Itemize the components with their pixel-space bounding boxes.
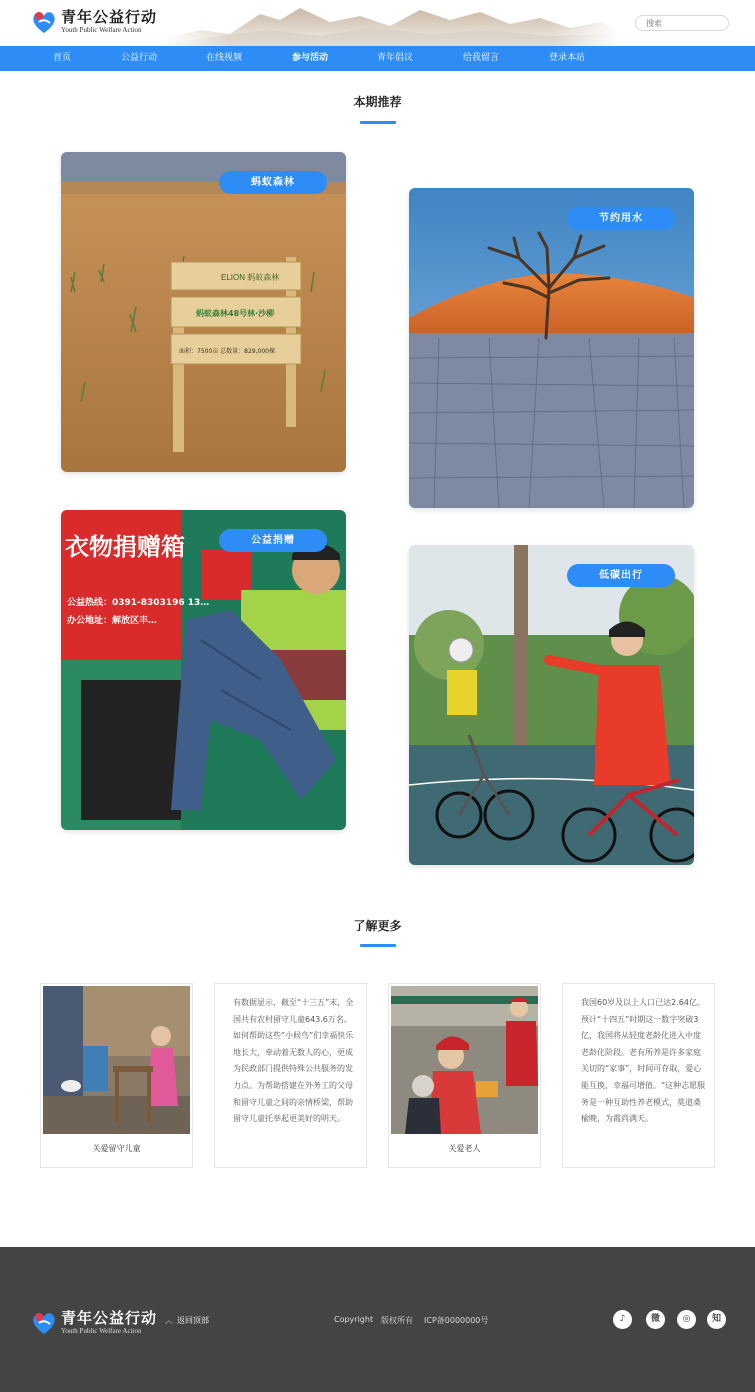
donation-banner-line-2: 办公地址：解放区丰… — [67, 616, 158, 626]
nav-youth-initiative[interactable]: 青年倡议 — [377, 53, 414, 63]
featured-card-ant-forest[interactable] — [61, 152, 346, 472]
tiktok-icon[interactable]: ♪ — [613, 1310, 632, 1329]
sign-line-3: 面积：7500亩 总数量：829,000棵 — [179, 348, 275, 355]
zhihu-icon[interactable]: 知 — [707, 1310, 726, 1329]
left-behind-children-photo — [43, 986, 190, 1134]
save-water-badge[interactable]: 节约用水 — [567, 207, 675, 230]
low-carbon-photo — [409, 545, 694, 865]
elderly-description: 我国60岁及以上人口已达2.64亿。预计“十四五”时期这一数字突破3亿，我国将从轻度老龄化进入中度老龄化阶段。老有所养是许多家庭关切的“家事”，时间可存取，爱心能互换，幸福可增值。“这种志愿服务是一种互助性养老模式，莫道桑榆晚，为霞尚满天。 — [581, 998, 706, 1124]
nav-online-video[interactable]: 在线视频 — [206, 53, 243, 63]
nav-leave-message[interactable]: 给我留言 — [463, 53, 500, 63]
more-card-children-text — [214, 983, 367, 1168]
more-card-elderly-text — [562, 983, 715, 1168]
footer-icp[interactable]: ICP备0000000号 — [424, 1316, 489, 1325]
low-carbon-badge[interactable]: 低碳出行 — [567, 564, 675, 587]
sign-line-1: ELION 蚂蚁森林 — [221, 273, 280, 282]
elderly-caption[interactable]: 关爱老人 — [448, 1144, 481, 1153]
ant-forest-photo — [61, 152, 346, 472]
more-card-elderly[interactable] — [388, 983, 541, 1168]
featured-card-save-water[interactable] — [409, 188, 694, 508]
donation-box-banner-text: 衣物捐赠箱 — [65, 533, 185, 561]
donation-banner-line-1: 公益热线：0391-8303196 13… — [67, 598, 210, 608]
more-title-underline — [360, 944, 396, 947]
elderly-care-photo — [391, 986, 538, 1134]
children-description: 有数据显示，截至“十三五”末，全国共有农村留守儿童643.6万名。如何帮助这些“小候鸟”们幸福快乐地长大，牵动着无数人的心，更成为民政部门提供特殊公共服务的发力点。为帮助搭建在外务工的父母和留守儿童之间的亲情桥梁，帮助留守儿童托举起更美好的明天。 — [233, 998, 354, 1124]
header-mountain-banner — [160, 0, 620, 46]
sign-line-2: 蚂蚁森林48号林·沙柳 — [196, 309, 275, 318]
featured-card-low-carbon[interactable] — [409, 545, 694, 865]
save-water-photo — [409, 188, 694, 508]
site-header — [0, 0, 755, 46]
logo-english-name: Youth Public Welfare Action — [61, 26, 142, 34]
nav-home[interactable]: 首页 — [53, 53, 72, 63]
footer-copyright: Copyright — [334, 1315, 374, 1324]
featured-title-underline — [360, 121, 396, 124]
back-to-top-label: 返回顶部 — [177, 1316, 209, 1325]
logo-heart-icon — [30, 8, 58, 36]
wechat-icon[interactable]: ◎ — [677, 1310, 696, 1329]
more-card-left-behind-children[interactable] — [40, 983, 193, 1168]
nav-join-activity[interactable]: 参与活动 — [292, 53, 329, 63]
logo-chinese-name: 青年公益行动 — [61, 8, 158, 26]
left-behind-children-caption[interactable]: 关爱留守儿童 — [92, 1144, 141, 1153]
nav-login[interactable]: 登录本站 — [549, 53, 586, 63]
more-section-title: 了解更多 — [353, 919, 402, 933]
search-input[interactable] — [635, 15, 729, 31]
main-nav — [0, 46, 755, 71]
chevron-up-icon: ︿ — [165, 1316, 173, 1325]
footer-logo-chinese-name: 青年公益行动 — [61, 1309, 158, 1327]
site-footer — [0, 1247, 755, 1392]
donation-photo — [61, 510, 346, 830]
site-logo[interactable] — [30, 8, 157, 36]
nav-welfare-action[interactable]: 公益行动 — [121, 53, 158, 63]
footer-logo[interactable] — [30, 1309, 157, 1337]
footer-rights: 版权所有 — [381, 1316, 413, 1325]
footer-logo-heart-icon — [30, 1309, 58, 1337]
featured-card-donation[interactable] — [61, 510, 346, 830]
ant-forest-badge[interactable]: 蚂蚁森林 — [219, 171, 327, 194]
footer-logo-english-name: Youth Public Welfare Action — [61, 1327, 142, 1335]
donation-badge[interactable]: 公益捐赠 — [219, 529, 327, 552]
featured-section-title: 本期推荐 — [353, 95, 402, 109]
weibo-icon[interactable]: 微 — [646, 1310, 665, 1329]
back-to-top-button[interactable] — [165, 1315, 209, 1326]
